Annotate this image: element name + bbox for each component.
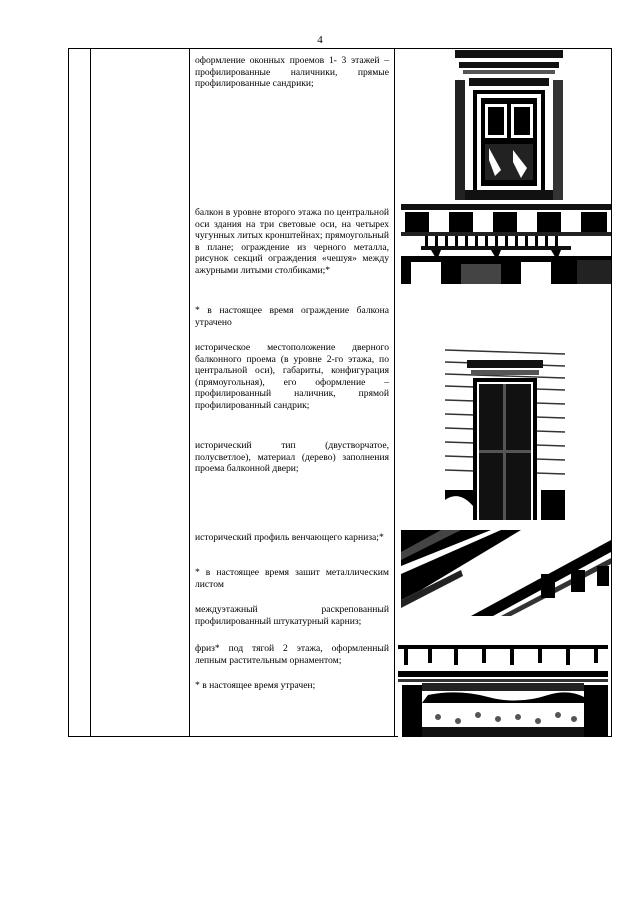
column-divider: [90, 49, 91, 736]
text-window-decor: оформление оконных проемов 1- 3 этажей – профилированные наличники, прямые профилированные сандрики;: [195, 55, 389, 90]
column-divider: [189, 49, 190, 736]
text-cornice: исторический профиль венчающего карниза;*: [195, 532, 384, 543]
text-balcony-door: историческое местоположение дверного балконного проема (в уровне 2-го этажа, по центральной оси), габариты, конфигурация (прямоугольная), его оформление – профилированный наличник, прямой профилированный сандрик;: [195, 342, 389, 411]
page-number: 4: [317, 34, 323, 46]
text-cornice-note: * в настоящее время зашит металлическим листом: [195, 567, 389, 590]
cornice-photo: [401, 530, 611, 616]
text-frieze: фриз* под тягой 2 этажа, оформленный лепным растительным орнаментом;: [195, 643, 389, 666]
window-photo: [455, 50, 563, 200]
text-interfloor-cornice: междуэтажный раскрепованный профилированный штукатурный карниз;: [195, 604, 389, 627]
column-divider: [394, 49, 395, 736]
text-balcony: балкон в уровне второго этажа по центральной оси здания на три световые оси, на четырех чугунных литых кронштейнах; прямоугольный в плане; ограждение из черного металла, рисунок секций ограждения «чешуя» между ажурными литыми столбиками;*: [195, 207, 389, 276]
balcony-door-photo: [445, 340, 565, 520]
text-balcony-note: * в настоящее время ограждение балкона утрачено: [195, 305, 389, 328]
text-door-fill: исторический тип (двустворчатое, полусветлое), материал (дерево) заполнения проема балконной двери;: [195, 440, 389, 475]
text-frieze-note: * в настоящее время утрачен;: [195, 680, 316, 691]
frieze-photo: [398, 645, 608, 737]
balcony-photo: [401, 204, 611, 284]
